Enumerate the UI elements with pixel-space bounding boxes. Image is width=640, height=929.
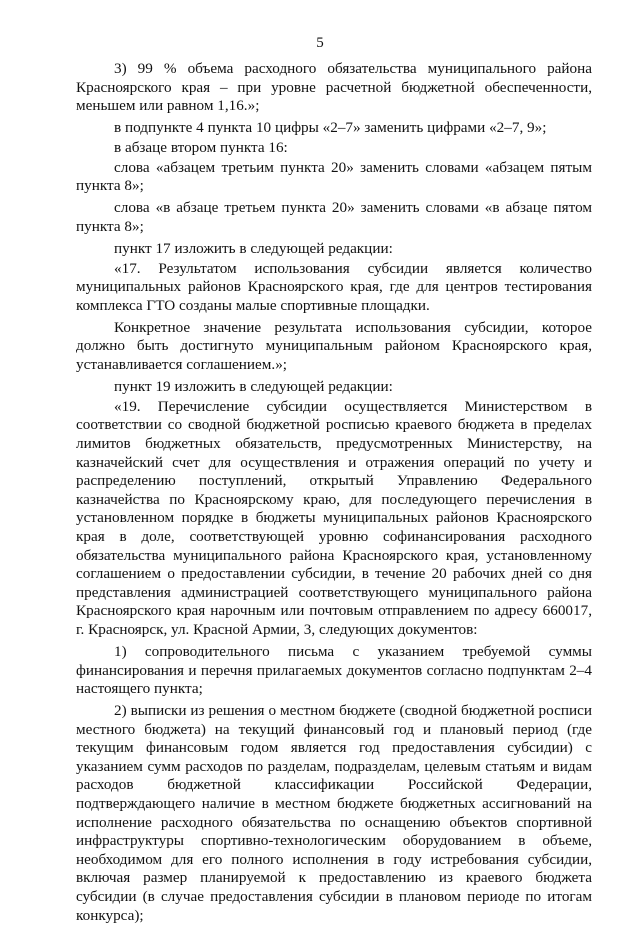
paragraph-2: в подпункте 4 пункта 10 цифры «2–7» заменить цифрами «2–7, 9»;	[114, 119, 547, 137]
paragraph-1: 3) 99 % объема расходного обязательства муниципального района Красноярского края – при уровне расчетной бюджетной обеспеченности, меньшем или равном 1,16.»;	[76, 60, 592, 115]
paragraph-5: слова «в абзаце третьем пункта 20» заменить словами «в абзаце пятом пункта 8»;	[76, 199, 592, 235]
paragraph-7: «17. Результатом использования субсидии является количество муниципальных районов Красноярского края, где для центров тестирования комплекса ГТО созданы малые спортивные площадки.	[76, 259, 592, 314]
paragraph-9: пункт 19 изложить в следующей редакции:	[114, 378, 393, 396]
paragraph-4: слова «абзацем третьим пункта 20» заменить словами «абзацем пятым пункта 8»;	[76, 158, 592, 195]
paragraph-11: 1) сопроводительного письма с указанием требуемой суммы финансирования и перечня прилагаемых документов согласно подпунктам 2–4 настоящего пункта;	[76, 642, 592, 698]
paragraph-10: «19. Перечисление субсидии осуществляется Министерством в соответствии со сводной бюджетной росписью краевого бюджета в пределах лимитов бюджетных обязательств, предусмотренных Министерству, на казначейский счет для осуществления и отражения операций по учету и распределению поступлений, открытый Управлению Федерального казначейства по Красноярскому краю, для последующего перечисления в установленном порядке в бюджеты муниципальных районов Красноярского края в доле, соответствующей уровню софинансирования расходного обязательства муниципального района Красноярского края, установленному соглашением о предоставлении субсидии, в течение 20 рабочих дней со дня представления администрацией соответствующего муниципального района Красноярского края нарочным или почтовым отправлением по адресу 660017, г. Красноярск, ул. Красной Армии, 3, следующих документов:	[76, 397, 592, 638]
paragraph-8: Конкретное значение результата использования субсидии, которое должно быть достигнуто муниципальным районом Красноярского края, устанавливается соглашением.»;	[76, 318, 592, 374]
paragraph-6: пункт 17 изложить в следующей редакции:	[114, 239, 393, 257]
paragraph-12: 2) выписки из решения о местном бюджете (сводной бюджетной росписи местного бюджета) на текущий финансовый год и плановый период (где текущим финансовым годом является год предоставления субсидии) с указанием сумм расходов по разделам, подразделам, целевым статьям и видам расходов бюджетной классификации Российской Федерации, подтверждающего наличие в местном бюджете бюджетных ассигнований на исполнение расходного обязательства по оснащению объектов спортивной инфраструктуры спортивно-технологическим оборудованием в объеме, необходимом для его полного исполнения в году истребования субсидии, включая размер планируемой к предоставлению из краевого бюджета субсидии (в случае предоставления субсидии в плановом периоде по итогам конкурса);	[76, 702, 592, 924]
document-body	[76, 60, 592, 929]
paragraph-3: в абзаце втором пункта 16:	[114, 138, 288, 156]
page-number: 5	[316, 35, 324, 51]
